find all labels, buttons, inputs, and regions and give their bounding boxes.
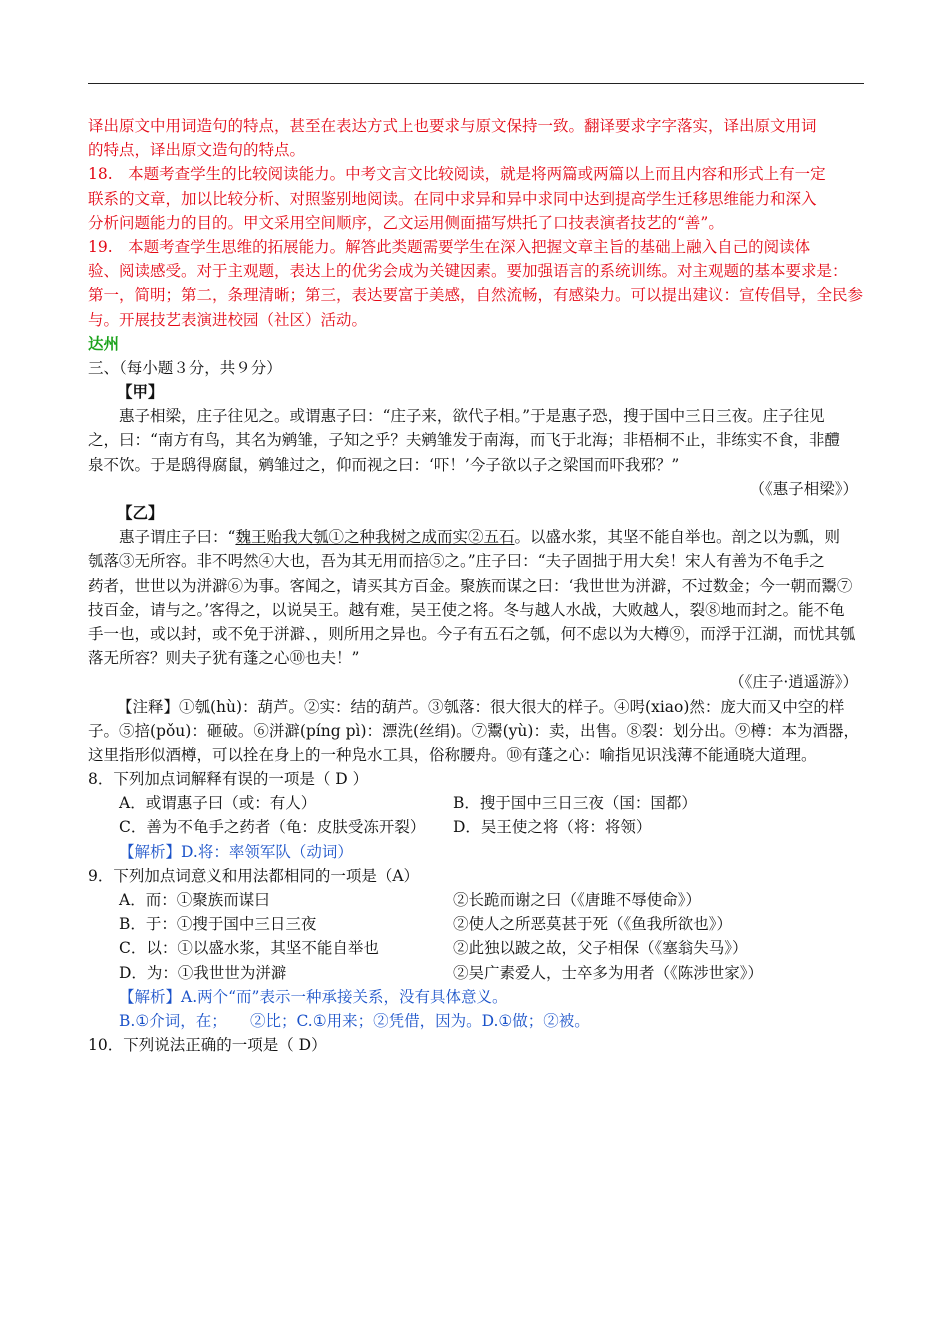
- q9-analysis: B.①介词，在； ②比；C.①用来；②凭借，因为。D.①做；②被。: [119, 1011, 590, 1030]
- passage-a-text: 泉不饮。于是鸱得腐鼠，鹓雏过之，仰而视之曰：‘吓！’今子欲以子之梁国而吓我邪？”: [88, 455, 680, 474]
- passage-b-label: 【乙】: [117, 503, 164, 522]
- passage-b-text-pre: 惠子谓庄子曰：“: [119, 528, 236, 547]
- region-heading: 达州: [88, 333, 120, 353]
- q8-option-a: A．或谓惠子曰（或：有人）: [119, 794, 317, 813]
- passage-b-text: [88, 525, 864, 549]
- underlined-sentence: 魏王贻我大瓠①之种我树之成而实②五石: [235, 528, 515, 547]
- q9-option-d: [88, 961, 864, 985]
- q9-option-c-2: ②此独以跛之故，父子相保（《塞翁失马》）: [453, 939, 748, 958]
- analysis-tag: 【解析】: [119, 842, 182, 861]
- q9-analysis: [88, 985, 864, 1009]
- q8-options-row: [88, 791, 864, 815]
- q10-stem: 10．下列说法正确的一项是（ D）: [88, 1036, 327, 1055]
- notes-text: 【注释】①瓠(hù)：葫芦。②实：结的葫芦。③瓠落：很大很大的样子。④呺(xiao)然：庞大而又中空的样: [117, 697, 845, 716]
- passage-b-text: 手一也，或以封，或不免于洴澼、，则所用之异也。今子有五石之瓠，何不虑以为大樽⑨，而浮于江湖，而忧其瓠: [88, 624, 856, 643]
- q8-stem: 8．下列加点词解释有误的一项是（ D ）: [88, 770, 369, 789]
- passage-a-text: 惠子相梁，庄子往见之。或谓惠子曰：“庄子来，欲代子相。”于是惠子恐，搜于国中三日三夜。庄子往见: [119, 407, 825, 426]
- analysis-line: 译出原文中用词造句的特点，甚至在表达方式上也要求与原文保持一致。翻译要求字字落实，译出原文用词: [88, 117, 817, 135]
- q9-option-b-2: ②使人之所恶莫甚于死（《鱼我所欲也》）: [453, 915, 733, 934]
- q9-option-a-1: A．而：①聚族而谋曰: [119, 891, 270, 909]
- q19-analysis: 与。开展技艺表演进校园（社区）活动。: [88, 310, 368, 329]
- q8-analysis: [88, 840, 864, 864]
- q18-analysis: 18. 本题考查学生的比较阅读能力。中考文言文比较阅读，就是将两篇或两篇以上而且内容和形式上有一定: [88, 165, 826, 184]
- q18-analysis: 联系的文章，加以比较分析、对照鉴别地阅读。在同中求异和异中求同中达到提高学生迁移思维能力和深入: [88, 189, 817, 208]
- q8-options-row: [88, 815, 864, 839]
- passage-a-label: 【甲】: [117, 382, 164, 402]
- q19-analysis: 19. 本题考查学生思维的拓展能力。解答此类题需要学生在深入把握文章主旨的基础上融入自己的阅读体: [88, 237, 811, 256]
- q9-stem: 9．下列加点词意义和用法都相同的一项是（A）: [88, 866, 420, 885]
- passage-b-text: 技百金，请与之。’客得之，以说吴王。越有难，吴王使之将。冬与越人水战，大败越人，裂⑧地而封之。能不龟: [88, 600, 845, 619]
- q9-option-d-1: D．为：①我世世为洴澼: [119, 963, 287, 982]
- analysis-text: A.两个“而”表示一种承接关系，没有具体意义。: [181, 987, 508, 1006]
- analysis-tag: 【解析】: [119, 987, 182, 1006]
- q9-option-c-1: C．以：①以盛水浆，其坚不能自举也: [119, 939, 379, 958]
- q9-option-c: [88, 936, 864, 960]
- section-heading: 三、（每小题３分，共９分）: [88, 358, 282, 377]
- q9-option-a-2: ②长跪而谢之曰（《唐雎不辱使命》）: [453, 891, 702, 909]
- analysis-line: 的特点，译出原文造句的特点。: [88, 141, 306, 160]
- q9-option-d-2: ②吴广素爱人，士卒多为用者（《陈涉世家》）: [453, 963, 764, 982]
- q19-analysis: 验、阅读感受。对于主观题，表达上的优劣会成为关键因素。要加强语言的系统训练。对主观题的基本要求是：: [88, 262, 848, 281]
- notes-text: 这里指形似酒樽，可以拴在身上的一种凫水工具，俗称腰舟。⑩有蓬之心：喻指见识浅薄不能通晓大道理。: [88, 745, 817, 764]
- q8-option-d: D．吴王使之将（将：将领）: [453, 818, 652, 837]
- q18-analysis: 分析问题能力的目的。甲文采用空间顺序，乙文运用侧面描写烘托了口技表演者技艺的“善”。: [88, 213, 724, 232]
- q9-option-b: [88, 912, 864, 936]
- passage-b-text: 落无所容？则夫子犹有蓬之心⑩也夫！”: [88, 649, 360, 668]
- passage-a-source: （《惠子相梁》）: [749, 479, 858, 498]
- passage-b-text: 药者，世世以为洴澼⑥为事。客闻之，请买其方百金。聚族而谋之曰：‘我世世为洴澼，不过数金；今一朝而鬻⑦: [88, 576, 853, 595]
- document-body: [88, 114, 864, 1057]
- header-rule: [88, 83, 864, 84]
- q9-option-b-1: B．于：①搜于国中三日三夜: [119, 915, 317, 934]
- q19-analysis: 第一，简明；第二，条理清晰；第三，表达要富于美感，自然流畅，有感染力。可以提出建议：宣传倡导，全民参: [88, 286, 864, 305]
- q8-option-b: B．搜于国中三日三夜（国：国都）: [453, 794, 697, 813]
- passage-a-text: 之，曰：“南方有鸟，其名为鹓雏，子知之乎？夫鹓雏发于南海，而飞于北海；非梧桐不止，非练实不食，非醴: [88, 431, 840, 450]
- notes-text: 子。⑤掊(pǒu)：砸破。⑥洴澼(píng pì)：漂洗(丝绢)。⑦鬻(yù)：卖，出售。⑧裂：划分出。⑨樽：本为酒器，: [88, 721, 859, 740]
- passage-b-source: （《庄子·逍遥游》）: [729, 673, 858, 692]
- passage-b-text-post: 。以盛水浆，其坚不能自举也。剖之以为瓢，则: [514, 528, 840, 547]
- q9-option-a: [88, 888, 864, 912]
- q8-option-c: C．善为不龟手之药者（龟：皮肤受冻开裂）: [119, 818, 426, 837]
- analysis-text: D.将：率领军队（动词）: [181, 842, 353, 861]
- passage-b-text: 瓠落③无所容。非不呺然④大也，吾为其无用而掊⑤之。”庄子曰：“夫子固拙于用大矣！宋人有善为不龟手之: [88, 552, 825, 571]
